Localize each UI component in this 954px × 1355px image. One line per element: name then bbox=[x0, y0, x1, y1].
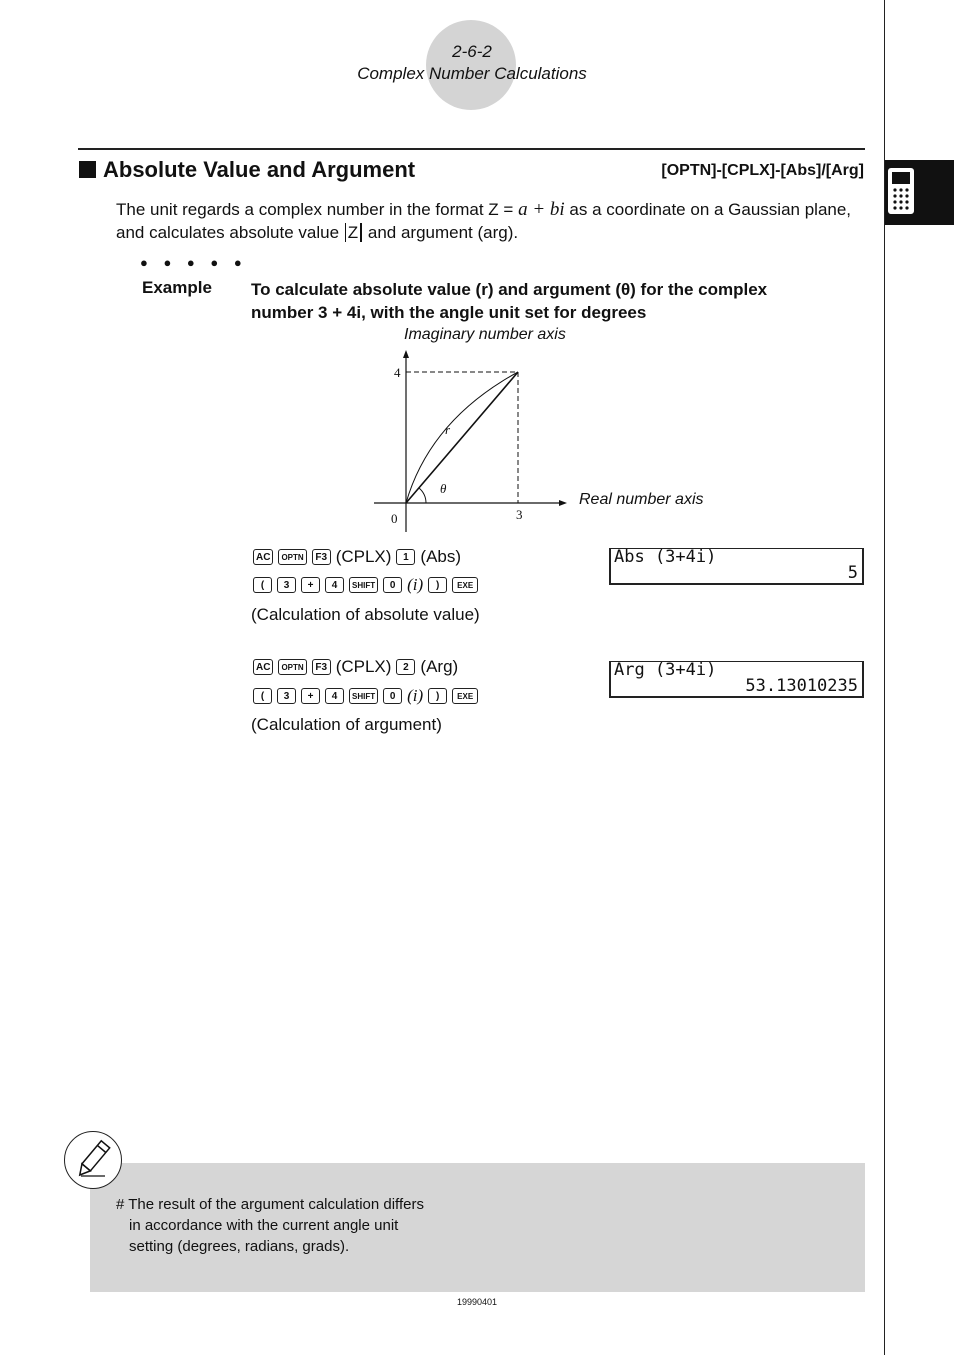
key-open-paren: ( bbox=[253, 577, 272, 593]
arg-keys-line1 bbox=[253, 655, 458, 679]
page-number: 2-6-2 bbox=[452, 42, 492, 61]
key-2: 2 bbox=[396, 659, 415, 675]
key-shift: SHIFT bbox=[349, 577, 378, 593]
section-bullet-icon bbox=[79, 161, 96, 178]
r-label: r bbox=[445, 422, 451, 437]
footer-code: 19990401 bbox=[456, 1297, 498, 1307]
key-f3: F3 bbox=[312, 659, 331, 675]
key-f3: F3 bbox=[312, 549, 331, 565]
i-label: (i) bbox=[407, 686, 424, 705]
key-0: 0 bbox=[383, 688, 402, 704]
key-optn: OPTN bbox=[278, 659, 306, 675]
section-rule bbox=[78, 148, 865, 150]
arg-screen bbox=[609, 661, 864, 698]
key-3: 3 bbox=[277, 577, 296, 593]
key-plus: + bbox=[301, 688, 320, 704]
origin-label: 0 bbox=[391, 511, 398, 526]
key-1: 1 bbox=[396, 549, 415, 565]
key-open-paren: ( bbox=[253, 688, 272, 704]
arg-screen-result: 53.13010235 bbox=[745, 676, 858, 696]
key-exe: EXE bbox=[452, 688, 478, 704]
key-4: 4 bbox=[325, 577, 344, 593]
example-label: Example bbox=[142, 278, 212, 297]
theta-label: θ bbox=[440, 481, 447, 496]
imaginary-axis-arrow bbox=[403, 350, 409, 358]
y-tick: 4 bbox=[394, 365, 401, 380]
section-title: Absolute Value and Argument bbox=[103, 157, 416, 182]
abs-keys-line1 bbox=[253, 545, 461, 569]
note-text: # The result of the argument calculation differs in accordance with the current angle unit setting (degrees, radians, grads). bbox=[116, 1196, 424, 1255]
i-label: (i) bbox=[407, 575, 424, 594]
vector-line bbox=[406, 372, 518, 503]
key-0: 0 bbox=[383, 577, 402, 593]
key-optn: OPTN bbox=[278, 549, 306, 565]
calculator-icon bbox=[885, 160, 954, 225]
real-axis-label: Real number axis bbox=[579, 491, 704, 508]
abs-fn-label: (Abs) bbox=[420, 547, 462, 566]
abs-screen-line1: Abs (3+4i) bbox=[614, 547, 717, 567]
key-ac: AC bbox=[253, 549, 273, 565]
key-shift: SHIFT bbox=[349, 688, 378, 704]
abs-keys-line2 bbox=[253, 573, 478, 597]
chapter-title: Complex Number Calculations bbox=[357, 64, 587, 83]
chapter-tab bbox=[885, 160, 954, 225]
cplx-label: (CPLX) bbox=[335, 657, 392, 676]
pencil-icon bbox=[64, 1131, 122, 1189]
key-3: 3 bbox=[277, 688, 296, 704]
key-plus: + bbox=[301, 577, 320, 593]
key-exe: EXE bbox=[452, 577, 478, 593]
cplx-label: (CPLX) bbox=[335, 547, 392, 566]
arg-keys-line2 bbox=[253, 684, 478, 708]
gaussian-plane-diagram bbox=[360, 340, 580, 540]
x-tick: 3 bbox=[516, 507, 523, 522]
arg-fn-label: (Arg) bbox=[420, 657, 459, 676]
abs-z: Z bbox=[345, 223, 362, 242]
imaginary-axis-label: Imaginary number axis bbox=[404, 326, 566, 343]
intro-paragraph: The unit regards a complex number in the format Z = a + bi as a coordinate on a Gaussian plane, and calculates absolute value Z and argument (arg). bbox=[116, 199, 852, 242]
key-4: 4 bbox=[325, 688, 344, 704]
key-close-paren: ) bbox=[428, 688, 447, 704]
real-axis-arrow bbox=[559, 500, 567, 506]
abs-caption: (Calculation of absolute value) bbox=[251, 605, 480, 624]
key-close-paren: ) bbox=[428, 577, 447, 593]
key-ac: AC bbox=[253, 659, 273, 675]
arg-caption: (Calculation of argument) bbox=[251, 715, 442, 734]
abs-screen-result: 5 bbox=[847, 563, 858, 583]
example-text: To calculate absolute value (r) and argument (θ) for the complex number 3 + 4i, with the angle unit set for degrees bbox=[251, 280, 768, 322]
example-dots: ● ● ● ● ● bbox=[140, 255, 248, 270]
abs-screen bbox=[609, 548, 864, 585]
theta-arc bbox=[419, 488, 426, 503]
menu-path: [OPTN]-[CPLX]-[Abs]/[Arg] bbox=[661, 162, 864, 179]
arg-screen-line1: Arg (3+4i) bbox=[614, 660, 717, 680]
